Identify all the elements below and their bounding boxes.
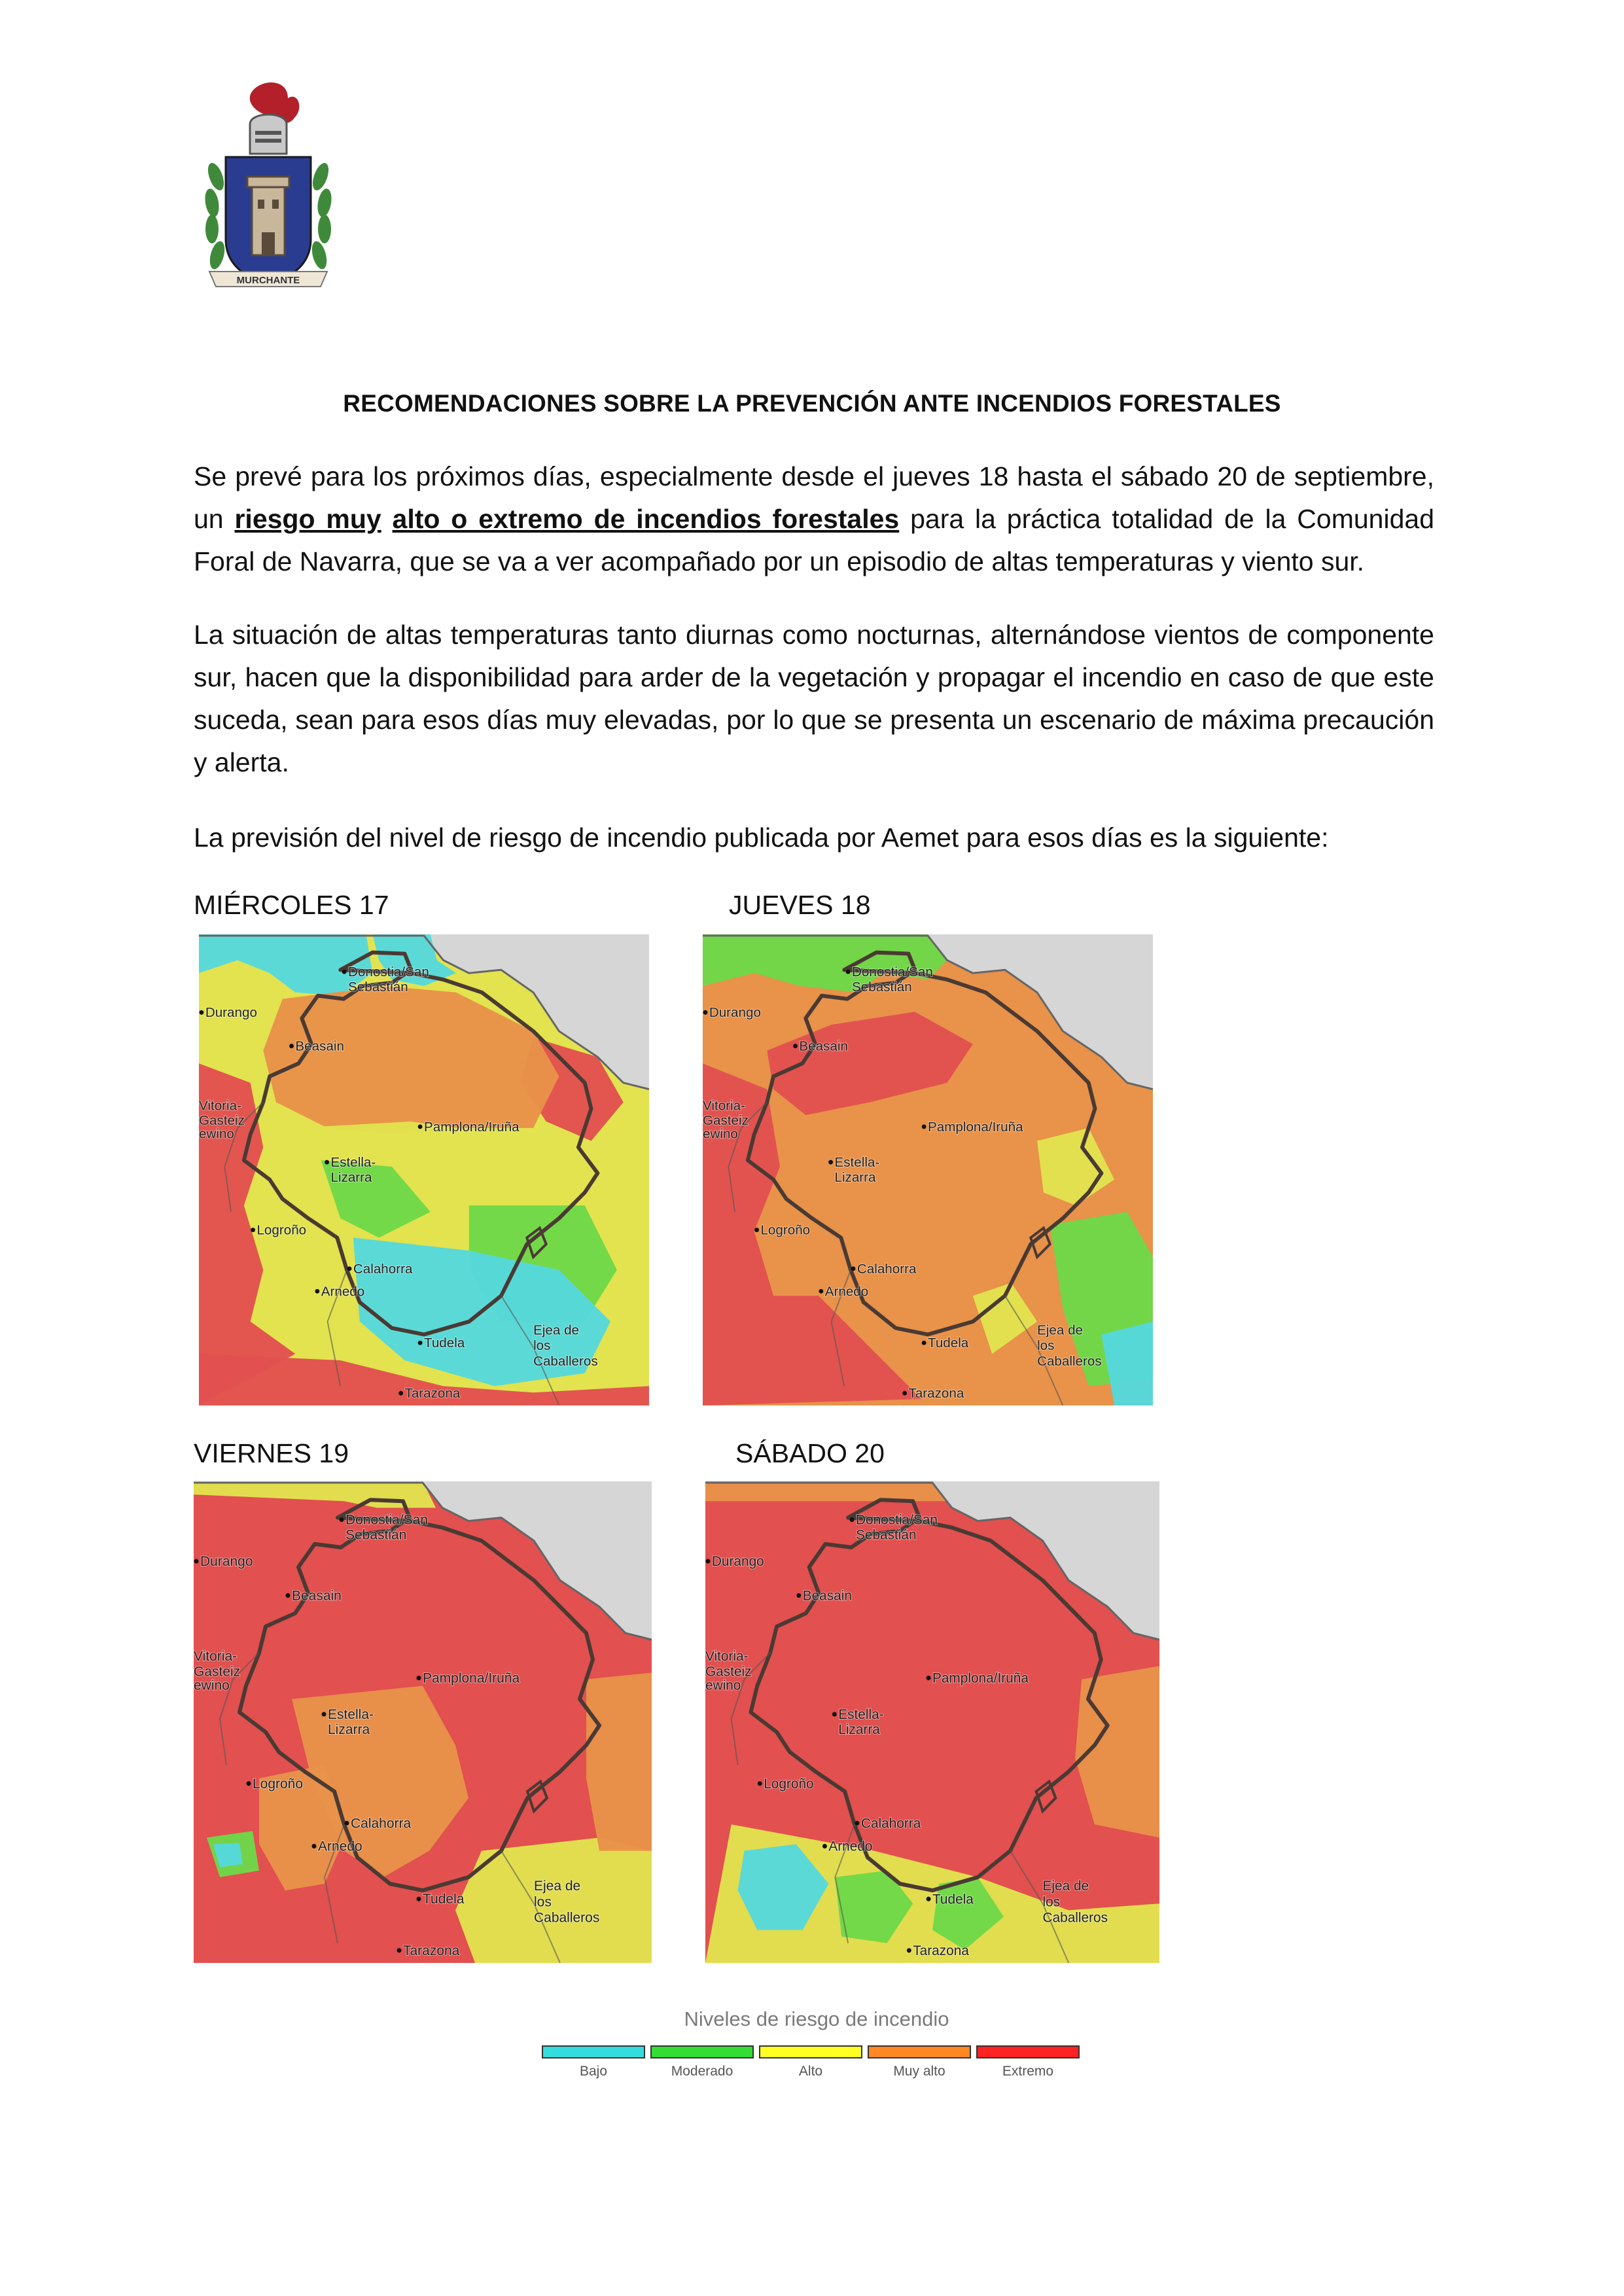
place-label-donostia-2: Sebastián xyxy=(345,1527,407,1543)
place-label-calahorra: Calahorra xyxy=(353,1261,413,1277)
place-label-logrono: Logroño xyxy=(760,1222,811,1238)
city-dot xyxy=(397,1948,402,1952)
risk-zone-muy-alto xyxy=(705,1481,945,1501)
place-label-ejea-3: Caballeros xyxy=(1037,1353,1102,1369)
municipal-coat-of-arms-logo xyxy=(190,79,347,298)
city-dot xyxy=(289,1044,294,1048)
city-dot xyxy=(758,1781,762,1786)
city-dot xyxy=(922,1341,927,1345)
city-dot xyxy=(312,1844,317,1848)
city-dot xyxy=(418,1341,423,1345)
place-label-beasain: Beasain xyxy=(799,1038,848,1054)
place-label-logrono: Logroño xyxy=(253,1776,304,1792)
city-dot xyxy=(322,1712,327,1716)
risk-zone-muy-alto xyxy=(586,1672,652,1850)
helmet-plume-icon xyxy=(250,82,300,154)
ribbon-banner-icon xyxy=(209,272,327,287)
map-label-saturday: SÁBADO 20 xyxy=(735,1438,885,1468)
paragraph-text xyxy=(381,504,393,534)
city-dot xyxy=(194,1559,199,1563)
place-label-arnedo: Arnedo xyxy=(318,1839,362,1854)
fire-risk-map-saturday xyxy=(705,1481,1159,1963)
place-label-vitoria-1: Vitoria- xyxy=(703,1098,745,1114)
city-dot xyxy=(342,970,347,974)
city-dot xyxy=(850,1517,855,1522)
place-label-tudela: Tudela xyxy=(928,1335,969,1351)
legend-label-extremo: Extremo xyxy=(1002,2064,1054,2079)
paragraph-forecast xyxy=(194,455,1434,583)
place-label-vitoria-2: Gasteiz xyxy=(199,1112,245,1128)
place-label-durango: Durango xyxy=(711,1553,764,1570)
place-label-arnedo: Arnedo xyxy=(828,1839,873,1854)
city-dot xyxy=(822,1844,827,1848)
legend-swatch-moderado xyxy=(650,2045,754,2058)
map-label-wednesday: MIÉRCOLES 17 xyxy=(194,890,389,920)
place-label-ejea-3: Caballeros xyxy=(533,1353,598,1369)
laurel-right-icon xyxy=(309,161,334,271)
city-dot xyxy=(793,1044,798,1048)
city-dot xyxy=(345,1821,349,1826)
map-label-thursday: JUEVES 18 xyxy=(729,890,871,920)
place-label-estella-1: Estella- xyxy=(330,1155,376,1171)
city-dot xyxy=(417,1676,421,1680)
place-label-ejea-2: los xyxy=(1037,1338,1055,1354)
place-label-pamplona: Pamplona/Iruña xyxy=(423,1670,520,1686)
highlight-risk: riesgo muy xyxy=(234,504,381,534)
city-dot xyxy=(828,1160,833,1165)
place-label-tudela: Tudela xyxy=(423,1892,465,1907)
city-dot xyxy=(703,1010,707,1015)
place-label-beasain: Beasain xyxy=(295,1038,344,1054)
city-dot xyxy=(347,1266,352,1271)
page-title: RECOMENDACIONES SOBRE LA PREVENCIÓN ANTE INCENDIOS FORESTALES xyxy=(343,390,1281,417)
place-label-estella-2: Lizarra xyxy=(838,1722,880,1738)
place-label-vitoria-3: ewino xyxy=(705,1678,741,1693)
place-label-vitoria-2: Gasteiz xyxy=(194,1664,241,1680)
place-label-tudela: Tudela xyxy=(932,1892,974,1907)
legend-swatch-muy-alto xyxy=(868,2045,971,2058)
city-dot xyxy=(832,1712,837,1716)
place-label-tarazona: Tarazona xyxy=(913,1943,969,1958)
city-dot xyxy=(325,1160,329,1165)
place-label-ejea-3: Caballeros xyxy=(534,1910,600,1926)
paragraph-intro-maps: La previsión del nivel de riesgo de incendio publicada por Aemet para esos días es la siguiente: xyxy=(194,822,1329,853)
place-label-arnedo: Arnedo xyxy=(321,1284,365,1299)
city-dot xyxy=(418,1124,423,1129)
risk-level-legend xyxy=(542,2002,1091,2081)
place-label-donostia-2: Sebastián xyxy=(856,1527,917,1543)
place-label-donostia-1: Donostia/San xyxy=(345,1512,429,1528)
place-label-pamplona: Pamplona/Iruña xyxy=(932,1670,1029,1686)
paragraph-text: Se prevé para los próximos días, especialmente desde el jueves 18 hasta el sábado 20 de septiembre, un xyxy=(194,461,1434,534)
place-label-vitoria-3: ewino xyxy=(703,1126,738,1142)
city-dot xyxy=(846,970,851,974)
place-label-estella-1: Estella- xyxy=(328,1706,374,1722)
place-label-vitoria-1: Vitoria- xyxy=(199,1098,241,1114)
place-label-vitoria-1: Vitoria- xyxy=(705,1649,749,1665)
place-label-ejea-1: Ejea de xyxy=(534,1879,581,1894)
place-label-beasain: Beasain xyxy=(292,1588,342,1604)
place-label-estella-2: Lizarra xyxy=(328,1722,370,1738)
place-label-calahorra: Calahorra xyxy=(856,1261,917,1277)
place-label-pamplona: Pamplona/Iruña xyxy=(424,1119,520,1135)
place-label-vitoria-2: Gasteiz xyxy=(703,1112,749,1128)
legend-swatch-alto xyxy=(759,2045,862,2058)
place-label-durango: Durango xyxy=(205,1005,257,1021)
place-label-vitoria-3: ewino xyxy=(199,1126,234,1142)
city-dot xyxy=(902,1391,907,1396)
legend-swatch-bajo xyxy=(542,2045,645,2058)
place-label-vitoria-1: Vitoria- xyxy=(194,1649,238,1665)
place-label-durango: Durango xyxy=(200,1553,253,1570)
paragraph-conditions: La situación de altas temperaturas tanto diurnas como nocturnas, alternándose vientos de componente sur, hacen que la disponibilidad para arder de la vegetación y propagar el incendio en caso de que este suceda, sean para esos días muy elevadas, por lo que se presenta un escenario de máxima precaución y alerta. xyxy=(194,620,1434,777)
risk-zone-alto xyxy=(455,1837,652,1963)
city-dot xyxy=(907,1948,911,1952)
city-dot xyxy=(251,1227,255,1232)
place-label-donostia-1: Donostia/San xyxy=(348,964,429,980)
city-dot xyxy=(796,1593,801,1598)
place-label-tudela: Tudela xyxy=(424,1335,465,1351)
place-label-donostia-1: Donostia/San xyxy=(856,1512,938,1528)
place-label-calahorra: Calahorra xyxy=(860,1816,921,1831)
place-label-ejea-1: Ejea de xyxy=(533,1322,580,1338)
place-label-calahorra: Calahorra xyxy=(351,1816,412,1831)
city-dot xyxy=(819,1289,823,1294)
city-dot xyxy=(922,1124,927,1129)
legend-label-muy-alto: Muy alto xyxy=(893,2064,945,2079)
city-dot xyxy=(398,1391,403,1396)
fire-risk-map-friday xyxy=(194,1481,652,1963)
place-label-ejea-1: Ejea de xyxy=(1037,1322,1084,1338)
place-label-vitoria-2: Gasteiz xyxy=(705,1664,752,1680)
place-label-beasain: Beasain xyxy=(802,1588,852,1604)
place-label-logrono: Logroño xyxy=(256,1222,307,1238)
city-dot xyxy=(754,1227,759,1232)
place-label-ejea-1: Ejea de xyxy=(1042,1878,1089,1894)
place-label-estella-2: Lizarra xyxy=(834,1169,876,1185)
place-label-ejea-3: Caballeros xyxy=(1042,1910,1108,1926)
legend-label-moderado: Moderado xyxy=(671,2064,733,2079)
place-label-durango: Durango xyxy=(709,1005,761,1021)
place-label-ejea-2: los xyxy=(1042,1894,1061,1910)
city-dot xyxy=(705,1559,710,1563)
city-dot xyxy=(855,1821,860,1826)
place-label-tarazona: Tarazona xyxy=(404,1386,461,1402)
place-label-donostia-2: Sebastián xyxy=(348,979,408,995)
legend-swatch-extremo xyxy=(976,2045,1080,2058)
place-label-estella-1: Estella- xyxy=(838,1706,884,1723)
place-label-logrono: Logroño xyxy=(764,1776,814,1792)
logo-caption: MURCHANTE xyxy=(236,275,300,286)
fire-risk-map-thursday xyxy=(703,934,1153,1405)
paragraph-text: para la práctica totalidad de la Comunidad Foral de Navarra, que se va a ver acompañado por un episodio de altas temperaturas y viento sur. xyxy=(194,504,1434,576)
city-dot xyxy=(851,1266,856,1271)
city-dot xyxy=(247,1781,251,1786)
city-dot xyxy=(927,1676,931,1680)
place-label-ejea-2: los xyxy=(534,1894,552,1910)
place-label-tarazona: Tarazona xyxy=(403,1943,460,1958)
laurel-left-icon xyxy=(203,161,227,271)
place-label-estella-1: Estella- xyxy=(834,1155,880,1171)
place-label-donostia-2: Sebastián xyxy=(852,979,912,995)
city-dot xyxy=(927,1897,931,1901)
legend-title: Niveles de riesgo de incendio xyxy=(684,2007,949,2030)
place-label-tarazona: Tarazona xyxy=(908,1386,964,1402)
city-dot xyxy=(199,1010,203,1015)
place-label-estella-2: Lizarra xyxy=(330,1169,372,1185)
place-label-vitoria-3: ewino xyxy=(194,1678,230,1693)
fire-risk-map-wednesday xyxy=(199,934,649,1405)
city-dot xyxy=(417,1897,421,1901)
city-dot xyxy=(286,1593,291,1598)
place-label-arnedo: Arnedo xyxy=(824,1284,869,1299)
map-label-friday: VIERNES 19 xyxy=(194,1438,349,1468)
city-dot xyxy=(315,1289,319,1294)
place-label-ejea-2: los xyxy=(533,1338,551,1354)
city-dot xyxy=(340,1517,344,1522)
place-label-pamplona: Pamplona/Iruña xyxy=(928,1119,1023,1135)
legend-label-bajo: Bajo xyxy=(579,2064,608,2079)
highlight-risk-level: alto o extremo de incendios forestales xyxy=(392,504,900,534)
shield-icon xyxy=(226,157,311,283)
legend-label-alto: Alto xyxy=(798,2064,823,2079)
place-label-donostia-1: Donostia/San xyxy=(852,964,933,980)
